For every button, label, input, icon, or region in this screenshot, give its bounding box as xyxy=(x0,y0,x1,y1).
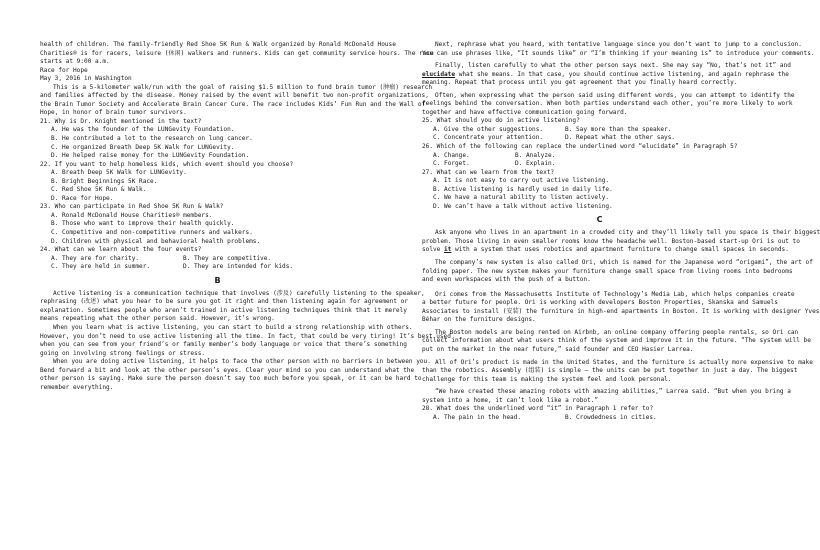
option-c: C. Forget. xyxy=(433,160,470,168)
paragraph-line: Associates to install (安装) the furniture in high-end apartments in Boston. It is working with designer Yves xyxy=(422,307,820,315)
underlined-word-it: it xyxy=(444,246,452,254)
right-column xyxy=(422,41,820,422)
option-b: B. He contributed a lot to the research on lung cancer. xyxy=(51,135,253,143)
paragraph-line: other person is saying. Make sure the person doesn’t say too much before you speak, or it can be hard to xyxy=(40,375,422,383)
paragraph-line: However, you don’t need to use active listening all the time. In fact, that could be very tiring! It’s best used xyxy=(40,332,451,340)
paragraph-line: means repeating what the other person said. However, it’s wrong. xyxy=(40,315,275,323)
paragraph-line: When you learn what is active listening, you can start to build a strong relationship with others. xyxy=(53,323,413,331)
option-d: D. Children with physical and behavioral health problems. xyxy=(51,237,261,245)
option-a: A. Breath Deep 5K Walk for LUNGevity. xyxy=(51,169,187,177)
option-c: C. Concentrate your attention. xyxy=(433,134,544,142)
event-date: May 3, 2016 in Washington xyxy=(40,75,132,83)
paragraph-line: a better future for people. Ori is working with developers Boston Properties, Skanska and Samuels xyxy=(422,299,778,307)
option-d: D. Explain. xyxy=(515,160,556,168)
option-d: D. Race for Hope. xyxy=(51,194,114,202)
paragraph-line: Hope, in honor of brain tumor survivors. xyxy=(40,109,187,117)
paragraph-line: Ask anyone who lives in an apartment in a crowded city and they’ll likely tell you space is their biggest xyxy=(435,229,820,237)
option-b: B. Analyze. xyxy=(515,151,556,159)
paragraph-line: than the robotics. Assembly (组装) is simple — the units can be put together in just a day. The biggest xyxy=(422,367,798,375)
option-d: D. We can’t have a talk without active listening. xyxy=(433,202,613,210)
option-a: A. Ronald McDonald House Charities® members. xyxy=(51,211,213,219)
option-c: C. Red Shoe 5K Run & Walk. xyxy=(51,186,147,194)
section-heading-c: C xyxy=(596,215,603,225)
options-row xyxy=(40,255,395,264)
underlined-word-elucidate: elucidate xyxy=(422,70,456,78)
options-row xyxy=(422,152,777,161)
options-row xyxy=(422,160,777,169)
option-b: B. Bright Beginnings 5K Race. xyxy=(51,177,158,185)
question-25 xyxy=(422,117,777,143)
option-c: C. They are held in summer. xyxy=(51,263,151,271)
options-row xyxy=(422,126,777,135)
option-b: B. Crowdedness in cities. xyxy=(565,413,657,421)
option-d: D. They are intended for kids. xyxy=(183,263,294,271)
paragraph-line: Charities® is for racers, leisure (休闲) walkers and runners. Kids can get community service hours. The race xyxy=(40,49,434,57)
options-row xyxy=(40,263,395,272)
paragraph-line: system into a home, it can’t look like a robot.” xyxy=(422,396,599,404)
paragraph-line: folding paper. The new system makes your furniture change small space from living rooms into bedrooms xyxy=(422,267,793,275)
section-heading-b: B xyxy=(214,275,221,285)
paragraph-line xyxy=(422,246,789,255)
option-b: B. Say more than the speaker. xyxy=(565,125,672,133)
option-a: A. Give the other suggestions. xyxy=(433,125,544,133)
option-d: D. He helped raise money for the LUNGevity Foundation. xyxy=(51,152,250,160)
question-21 xyxy=(40,118,395,161)
question-22 xyxy=(40,161,395,204)
question-23 xyxy=(40,203,395,246)
paragraph-line: feelings behind the conversation. When both parties understand each other, you’re more likely to work xyxy=(422,100,793,108)
paragraph-line: Next, rephrase what you heard, with tentative language since you don’t want to jump to a conclusion. xyxy=(435,41,802,48)
question-stem: 28. What does the underlined word “it” in Paragraph 1 refer to? xyxy=(422,405,654,413)
options-row xyxy=(422,414,777,423)
paragraph-line: going on involving strong feelings or stress. xyxy=(40,349,206,357)
question-stem: 23. Who can participate in Red Shoe 5K Run & Walk? xyxy=(40,203,224,211)
paragraph-line xyxy=(422,70,789,80)
option-a: A. It is not easy to carry out active listening. xyxy=(433,177,610,185)
paragraph-line: Bend forward a bit and look at the other person’s eyes. Clear your mind so you can understand what the xyxy=(40,366,415,374)
option-a: A. They are for charity. xyxy=(51,254,140,262)
paragraph-line: starts at 9:00 a.m. xyxy=(40,58,110,66)
paragraph-line: health of children. The family-friendly Red Shoe 5K Run & Walk organized by Ronald McDonald House xyxy=(40,41,396,48)
question-stem: 26. Which of the following can replace the underlined word “elucidate” in Paragraph 5? xyxy=(422,143,738,151)
option-a: A. The pain in the head. xyxy=(433,413,522,421)
paragraph-text: solve xyxy=(422,246,445,254)
paragraph-line: This is a 5-kilometer walk/run with the goal of raising $1.5 million to fund brain tumor (肿瘤) research xyxy=(53,83,433,91)
question-stem: 24. What can we learn about the four events? xyxy=(40,246,202,254)
question-27 xyxy=(422,169,777,212)
option-c: C. Competitive and non-competitive runners and walkers. xyxy=(51,229,253,237)
option-d: D. Repeat what the other says. xyxy=(565,134,676,142)
question-stem: 27. What can we learn from the text? xyxy=(422,168,555,176)
question-stem: 22. If you want to help homeless kids, which event should you choose? xyxy=(40,160,294,168)
paragraph-line: meaning. Repeat that process until you get agreement that you finally heard correctly. xyxy=(422,79,738,87)
paragraph-line: remember everything. xyxy=(40,383,114,391)
option-c: C. We have a natural ability to listen actively. xyxy=(433,194,610,202)
paragraph-line: explanation. Sometimes people who aren’t trained in active listening techniques think that it merely xyxy=(40,306,407,314)
option-b: B. Active listening is hardly used in daily life. xyxy=(433,185,613,193)
paragraph-line: the Brain Tumor Society and Accelerate Brain Cancer Cure. The race includes Kids’ Fun Run and the Wall of xyxy=(40,100,426,108)
paragraph-line: collect information about what users think of the system and improve it in the future. “The system will be xyxy=(422,337,811,345)
paragraph-line: “We have created these amazing robots with amazing abilities,” Larrea said. “But when you bring a xyxy=(435,388,791,396)
paragraph-line: The company’s new system is also called Ori, which is named for the Japanese word “origami”, the art of xyxy=(435,259,813,267)
question-26 xyxy=(422,143,777,169)
paragraph-line: All of Ori’s product is made in the United States, and the furniture is actually more expensive to make xyxy=(435,358,813,366)
paragraph-line: put on the market in the near future,” said founder and CEO Hasier Larrea. xyxy=(422,345,694,353)
question-28 xyxy=(422,405,777,422)
option-a: A. He was the founder of the LUNGevity Foundation. xyxy=(51,126,235,134)
paragraph-line: Often, when expressing what the person said using different words, you can attempt to identify the xyxy=(435,91,795,99)
paragraph-text: with a system that uses robotics and apartment furniture to change small spaces in seconds. xyxy=(451,246,789,254)
paragraph-line: Béhar on the furniture designs. xyxy=(422,316,536,324)
option-b: B. Those who want to improve their health quickly. xyxy=(51,220,235,228)
paragraph-line: Active listening is a communication technique that involves (涉及) carefully listening to the speaker, xyxy=(53,289,425,297)
paragraph-line: and families affected by the disease. Money raised by the event will benefit two non-profit organizations, xyxy=(40,92,429,100)
paragraph-line: and even workspaces with the push of a button. xyxy=(422,276,591,284)
paragraph-line: You can use phrases like, “It sounds like” or “I’m thinking if your meaning is” to introduce your comments. xyxy=(422,49,815,57)
question-stem: 21. Why is Dr. Knight mentioned in the text? xyxy=(40,117,202,125)
options-row xyxy=(422,134,777,143)
paragraph-line: problem. Those living in even smaller rooms know the headache well. Boston-based start-up Ori is out to xyxy=(422,237,800,245)
paragraph-line: rephrasing (改述) what you hear to be sure you got it right and then listening again for agreement or xyxy=(40,298,409,306)
paragraph-line: challenge for this team is making the system feel and look personal. xyxy=(422,375,672,383)
paragraph-line: When you are doing active listening, it helps to face the other person with no barriers in between you. xyxy=(53,358,431,366)
paragraph-line: Ori comes from the Massachusetts Institute of Technology’s Media Lab, which helps companies create xyxy=(435,290,795,298)
event-title: Race for Hope xyxy=(40,66,88,74)
option-a: A. Change. xyxy=(433,151,470,159)
paragraph-line: The Boston models are being rented on Airbnb, an online company offering people rentals, so Ori can xyxy=(435,328,799,336)
paragraph-line: when you can see from your friend’s or family member’s body language or voice that there’s something xyxy=(40,341,407,349)
paragraph-text: what she means. In that case, you should continue active listening, and again rephrase the xyxy=(455,70,789,78)
question-stem: 25. What should you do in active listening? xyxy=(422,117,580,125)
paragraph-line: Finally, listen carefully to what the other person says next. She may say “No, that’s not it” and xyxy=(435,62,791,70)
paragraph-line: together and have effective communication going forward. xyxy=(422,108,628,116)
option-b: B. They are competitive. xyxy=(183,254,272,262)
question-24 xyxy=(40,246,395,272)
option-c: C. He organized Breath Deep 5K Walk for LUNGevity. xyxy=(51,143,235,151)
